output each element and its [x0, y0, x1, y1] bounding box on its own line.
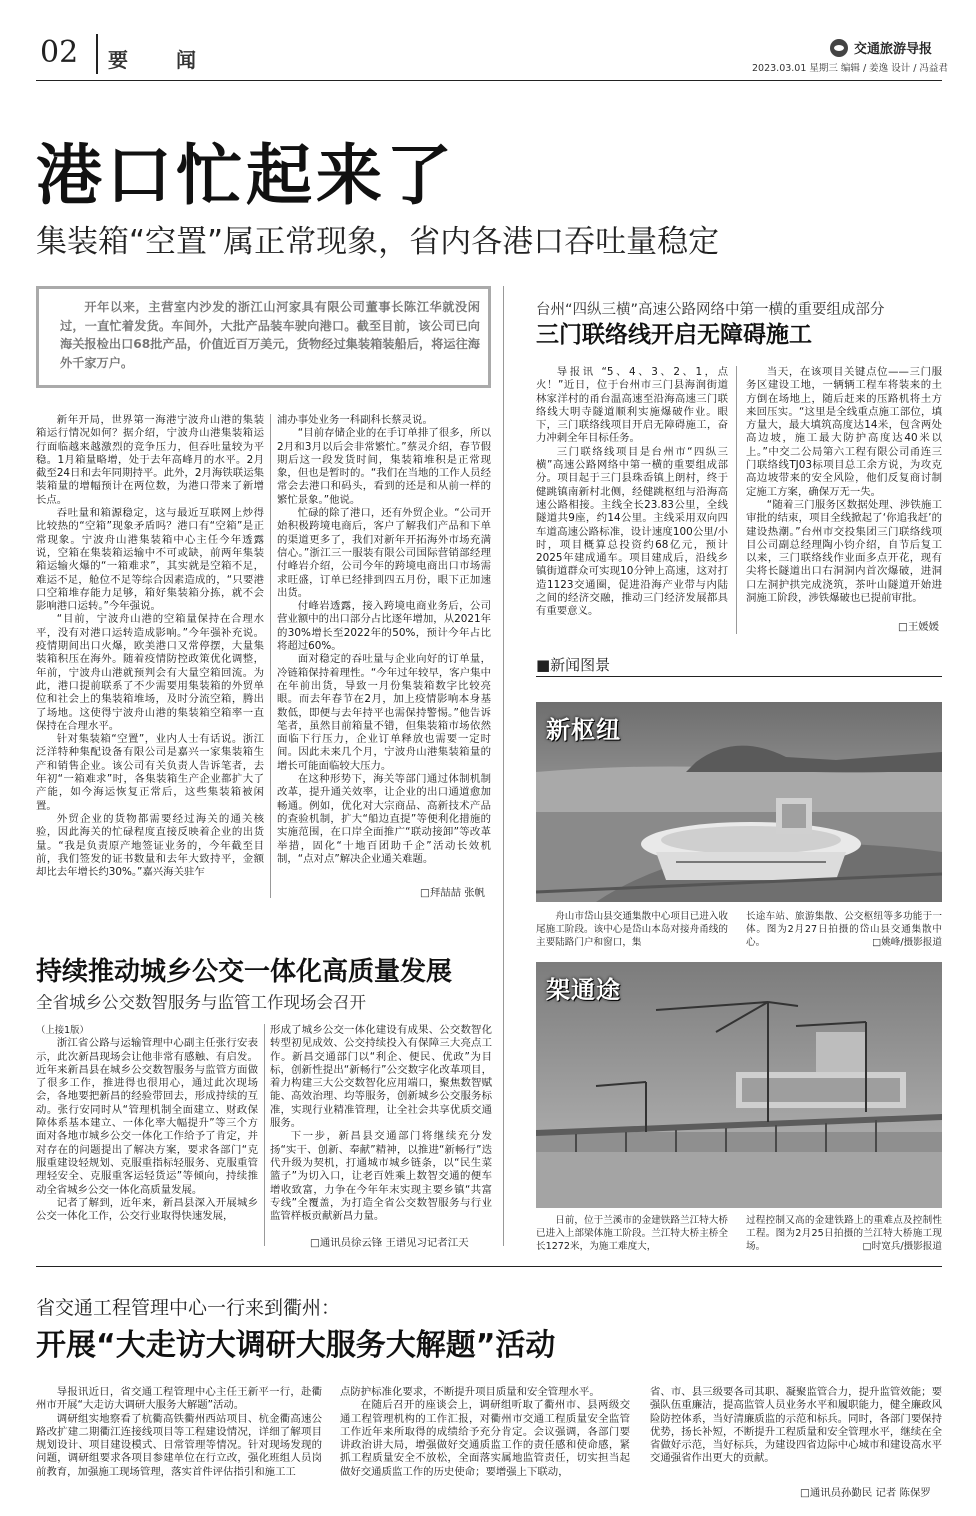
lead-column-2	[277, 414, 491, 876]
transport-hub-photo	[536, 702, 942, 902]
news-photos-label: ■新闻图景	[536, 656, 611, 674]
quzhou-column-2	[340, 1386, 630, 1498]
lead-paragraph: “目前，宁波舟山港的空箱量保持在合理水平，没有对港口运转造成影响。”今年强补充说。疫情期间出口火爆，欧美港口又常停摆，大量集装箱积压在海外。随着疫情防控政策优化调整，年前，宁波舟山港就预判会有大量空箱回流。为此，港口提前联系了不少需要用集装箱的外贸单位和社会上的集装箱堆场，及时分流空箱，腾出了场地。这使得宁波舟山港的集装箱空箱率一直保持在合理水平。	[36, 613, 264, 732]
caption-byline: □姚峰/摄影报道	[872, 937, 942, 948]
bus-paragraph: 形成了城乡公交一体化建设有成果、公交数智化转型初见成效、公交持续投入有保障三大亮点工作。新昌交通部门以“利企、便民、优政”为目标，创新性提出“新畅行”公交数字化改革项目，着力构建三大公交数智化应用端口，聚焦数智赋能、高效治理、均等服务，创新城乡公交服务标准，实现行业精准管理，让全社会共享优质交通服务。	[270, 1024, 492, 1130]
sanmen-paragraph: “随着三门服务区数据处理、涉铁施工审批的结束，项目全线掀起了‘你追我赶’的建设热潮。”台州市交投集团三门联络线项目公司副总经理陶小钧介绍，自节后复工以来，三门联络线作业面多点开花，现有尖将长隧道出口右洞洞内首次爆破，进洞口左洞护拱完成浇筑，茶叶山隧道开始进洞施工阶段，涉铁爆破也已提前审批。	[746, 498, 942, 605]
sanmen-column-2	[746, 366, 942, 622]
quzhou-paragraph: 点防护标准化要求，不断提升项目质量和安全管理水平。	[340, 1386, 600, 1398]
quzhou-paragraph: 调研组实地察看了杭衢高铁衢州西站项目、杭金衢高速公路改扩建二期衢江连接线项目等工程建设情况，详细了解项目规划设计、项目建设模式、日常管理等情况。针对现场发现的问题，调研组要求各项目参建单位在行立改，强化班组人员岗前教育，加强施工现场管理，落实首件评估指引和施工工	[36, 1412, 322, 1478]
lead-headline: 港口忙起来了	[36, 137, 456, 214]
bridge-caption-b	[746, 1214, 942, 1256]
lead-byline: □拜喆喆 张帆	[420, 887, 486, 899]
photo-label: 架通途	[546, 976, 621, 1004]
sanmen-paragraph: 当天，在该项目关键点位——三门服务区建设工地，一辆辆工程车将装来的土方倒在场地上，随后赶来的压路机将土方来回压实。“这里是全线重点施工部位，填方量大，最大填筑高度达14米，包含两处高边坡，施工最大防护高度达40米以上。”中交二公局第六工程有限公司甬连三门联络线TJ03标项目总工余方说，为攻克高边坡带来的安全风险，他们反复商讨制定施工方案，确保万无一失。	[746, 366, 942, 498]
sanmen-kicker: 台州“四纵三横”高速公路网络中第一横的重要组成部分	[536, 302, 885, 318]
bus-headline: 持续推动城乡公交一体化高质量发展	[36, 957, 453, 987]
lead-subheadline: 集装箱“空置”属正常现象，省内各港口吞吐量稳定	[36, 224, 720, 260]
bus-byline: □通讯员徐云锋 王谱见习记者江天	[310, 1237, 469, 1249]
quzhou-headline: 开展“大走访大调研大服务大解题”活动	[36, 1328, 556, 1363]
column-rule	[270, 414, 271, 898]
logo-icon	[830, 39, 848, 57]
quzhou-paragraph: 在随后召开的座谈会上，调研组听取了衢州市、县两级交通工程管理机构的工作汇报，对衢州市交通工程质量安全监管工作近年来所取得的成绩给予充分肯定。会议强调，各部门要讲政治讲大局，增强做好交通质监工作的责任感和使命感，紧抓工程质量安全不放松，全面落实属地监管责任，切实担当起做好交通质监工作的历史使命；要增强上下联动，	[340, 1399, 630, 1478]
page-center-rule	[503, 286, 504, 1246]
logo-text: 交通旅游导报	[854, 42, 933, 57]
bus-column-2	[270, 1024, 492, 1230]
sanmen-paragraph: 导报讯 “5、4、3、2、1，点火！”近日，位于台州市三门县海润街道林家洋村的甬台温高速至沿海高速三门联络线大明寺隧道顺利实施爆破作业。眼下，三门联络线项目开启无障碍施工，奋力冲刺全年目标任务。	[536, 366, 728, 445]
bus-column-1	[36, 1024, 258, 1248]
lead-paragraph: 浦办事处业务一科副科长蔡灵说。	[277, 414, 433, 426]
section-title: 要 闻	[108, 48, 210, 72]
caption-text: 舟山市岱山县交通集散中心项目已进入收尾施工阶段。该中心是岱山本岛对接舟甬线的主要陆路门户和窗口，集	[536, 911, 728, 948]
intro-text: 开年以来，主营室内沙发的浙江山河家具有限公司董事长陈江华就没闲过，一直忙着发货。车间外，大批产品装车驶向港口。截至目前，该公司已向海关报检出口68批产品，价值近百万美元，货物经过集装箱装船后，将运往海外千家万户。	[60, 300, 480, 370]
header-divider-vertical	[96, 34, 98, 74]
lead-paragraph: 针对集装箱“空置”，业内人士有话说。浙江泛洋特种集配设备有限公司是嘉兴一家集装箱生产和销售企业。该公司有关负责人告诉笔者，去年初“一箱难求”时，各集装箱生产企业都扩大了产能，如今海运恢复正常后，这些集装箱被闲置。	[36, 733, 264, 812]
lead-column-1	[36, 414, 264, 900]
lead-paragraph: 忙碌的除了港口，还有外贸企业。“公司开始积极跨境电商后，客户了解我们产品和下单的渠道更多了，我们对新年开拓海外市场充满信心。”浙江三一服装有限公司国际营销部经理付峰岩介绍，公司今年的跨境电商出口市场需求旺盛，订单已经排到四五月份，眼下正加速出货。	[277, 507, 491, 599]
column-rule	[264, 1024, 265, 1246]
section-rule	[36, 1266, 942, 1267]
caption-text: 日前，位于兰溪市的金建铁路兰江特大桥已进入上部梁体施工阶段。兰江特大桥主桥全长1272米，为施工难度大，	[536, 1215, 728, 1252]
lead-paragraph: 吞吐量和箱源稳定，这与最近互联网上炒得比较热的“空箱”现象矛盾吗？港口有“空箱”是正常现象。宁波舟山港集装箱中心主任今年透露说，空箱在集装箱运输中不可或缺，前两年集装箱运输火爆的“一箱难求”，其实就是空箱不足，难运不足，舱位不足等综合因素造成的，“只要港口空箱堆存能力足够，箱好集装箱分拣，就不会影响港口运转。”今年强说。	[36, 507, 264, 613]
lead-paragraph: 外贸企业的货物都需要经过海关的通关核验，因此海关的忙碌程度直接反映着企业的出货量。“我是负责原产地签证业务的，今年截至目前，我们签发的证书数量和去年大致持平，金额却比去年增长约30%。”嘉兴海关驻乍	[36, 812, 264, 879]
sanmen-headline: 三门联络线开启无障碍施工	[536, 322, 812, 348]
photo-label: 新枢纽	[546, 716, 621, 744]
lead-paragraph: 面对稳定的吞吐量与企业向好的订单量，冷链箱保持着理性。“今年过年较早，客户集中在年前出货，导致一月份集装箱数字比较亮眼。而去年春节在2月，加上疫情影响本身基数低，即便与去年持平也需保持警惕。”他告诉笔者，虽然目前箱量不错，但集装箱市场依然面临下行压力，企业订单释放也需要一定时间。因此未来几个月，宁波舟山港集装箱量的增长可能面临较大压力。	[277, 653, 491, 772]
masthead-logo	[830, 38, 932, 57]
transport-hub-caption-b	[746, 910, 942, 952]
lead-paragraph: 新年开局，世界第一海港宁波舟山港的集装箱运行情况如何？据介绍，宁波舟山港集装箱运行面临越来越激烈的竞争压力，但吞吐量较为平稳。1月箱量略增，处于去年高峰月的水平。2月截至24日和去年同期持平。此外，2月海铁联运集装箱量的增幅预计在两位数，为港口带来了新增长点。	[36, 414, 264, 506]
header-rule	[36, 80, 942, 81]
bridge-construction-photo	[536, 962, 942, 1208]
sanmen-paragraph: 三门联络线项目是台州市“四纵三横”高速公路网络中第一横的重要组成部分。项目起于三门县珠岙镇上朗村，终于健跳镇南新村北侧，经健跳枢纽与沿海高速公路相接。主线全长23.83公里，全线隧道共9座，约14公里。主线采用双向四车道高速公路标准，设计速度100公里/小时，项目概算总投资约68亿元，预计2025年建成通车。项目建成后，沿线乡镇街道群众可实现10分钟上高速，这对打造1123交通圈，促进沿海产业带与内陆之间的经济交融，推动三门经济发展都具有重要意义。	[536, 445, 728, 618]
bridge-caption-a	[536, 1214, 728, 1256]
bus-subheadline: 全省城乡公交数智服务与监管工作现场会召开	[36, 993, 366, 1012]
bus-paragraph: 记者了解到，近年来，新昌县深入开展城乡公交一体化工作，公交行业取得快速发展，	[36, 1196, 258, 1223]
bus-paragraph: 下一步，新昌县交通部门将继续充分发扬“实干、创新、奉献”精神，以推进“新畅行”迭代升级为契机，打通城市城乡链条，以“民生菜篮子”为切入口，让老百姓乘上数智交通的便车增收致富，力争在今年年末实现主要乡镇“共富专线”全覆盖，为打造全省公交数智服务与行业监管样板贡献新昌力量。	[270, 1130, 492, 1223]
transport-hub-caption-a	[536, 910, 728, 952]
quzhou-column-1	[36, 1386, 322, 1498]
news-photos-rule	[536, 676, 942, 677]
quzhou-paragraph: 省、市、县三级要各司其职、凝聚监管合力，提升监管效能；要强队伍重廉洁，提高监管人员业务水平和履职能力，健全廉政风险防控体系，当好清廉质监的示范和标兵。同时，各部门要保持优势，扬长补短，不断提升工程质量和安全管理水平，继续在全省做好示范，当好标兵，为建设四省边际中心城市和建设高水平交通强省作出更大的贡献。	[650, 1386, 942, 1465]
sanmen-column-1	[536, 366, 728, 634]
dateline: 2023.03.01 星期三 编辑 / 姜逸 设计 / 冯益君	[752, 63, 948, 74]
quzhou-paragraph: 导报讯近日，省交通工程管理中心主任王新平一行，赴衢州市开展“大走访大调研大服务大解题”活动。	[36, 1386, 322, 1412]
quzhou-column-3	[650, 1386, 942, 1482]
lead-paragraph: 付峰岩透露，接入跨境电商业务后，公司营业额中的出口部分占比逐年增加，从2021年的30%增长至2022年的50%，预计今年占比将超过60%。	[277, 600, 491, 653]
bus-paragraph: （上接1版）	[36, 1025, 89, 1036]
caption-text: 过程控制又高的金建铁路上的重难点及控制性工程。图为2月25日拍摄的兰江特大桥施工现场。	[746, 1215, 942, 1252]
caption-text: 长途车站、旅游集散、公交枢纽等多功能于一体。图为2月27日拍摄的岱山县交通集散中心。	[746, 911, 942, 948]
page-number: 02	[40, 35, 79, 70]
caption-byline: □时宽兵/摄影报道	[862, 1241, 942, 1252]
column-rule	[736, 366, 737, 634]
sanmen-byline: □王媛媛	[898, 621, 939, 633]
bus-paragraph: 浙江省公路与运输管理中心副主任张行安表示，此次新昌现场会让他非常有感触、有启发。近年来新昌县在城乡公交数智服务与监管方面做了很多工作，推进得也很用心，通过此次现场会，各地要把新昌的经验带回去，形成持续的互动。张行安同时从“管理机制全面建立、财政保障体系基本建立、一体化率大幅提升”等三个方面对各地市城乡公交一体化工作给予了肯定，并对存在的问题提出了解决方案，要求各部门“克服重建设轻规划、克服重指标轻服务、克服重管理轻安全、克服重客运轻货运”等倾向，持续推动全省城乡公交一体化高质量发展。	[36, 1037, 258, 1196]
lead-paragraph: “目前存储企业的在手订单排了很多，所以2月和3月以后会非常繁忙。”蔡灵介绍，春节假期后这一段发货时间，集装箱堆积是正常现象，但也是暂时的。“我们在当地的工作人员经常会去港口和码头，看到的还是和从前一样的繁忙景象。”他说。	[277, 427, 491, 506]
lead-paragraph: 在这种形势下，海关等部门通过体制机制改革，提升通关效率，让企业的出口通道愈加畅通。例如，优化对大宗商品、高新技术产品的查验机制，扩大“船边直提”等便利化措施的实施范围，在口岸全面推广“联动接卸”等改革举措，固化“十地百团助千企”活动长效机制，“点对点”解决企业通关难题。	[277, 773, 491, 865]
quzhou-byline: □通讯员孙勤民 记者 陈保罗	[800, 1487, 931, 1499]
quzhou-kicker: 省交通工程管理中心一行来到衢州：	[36, 1297, 341, 1319]
